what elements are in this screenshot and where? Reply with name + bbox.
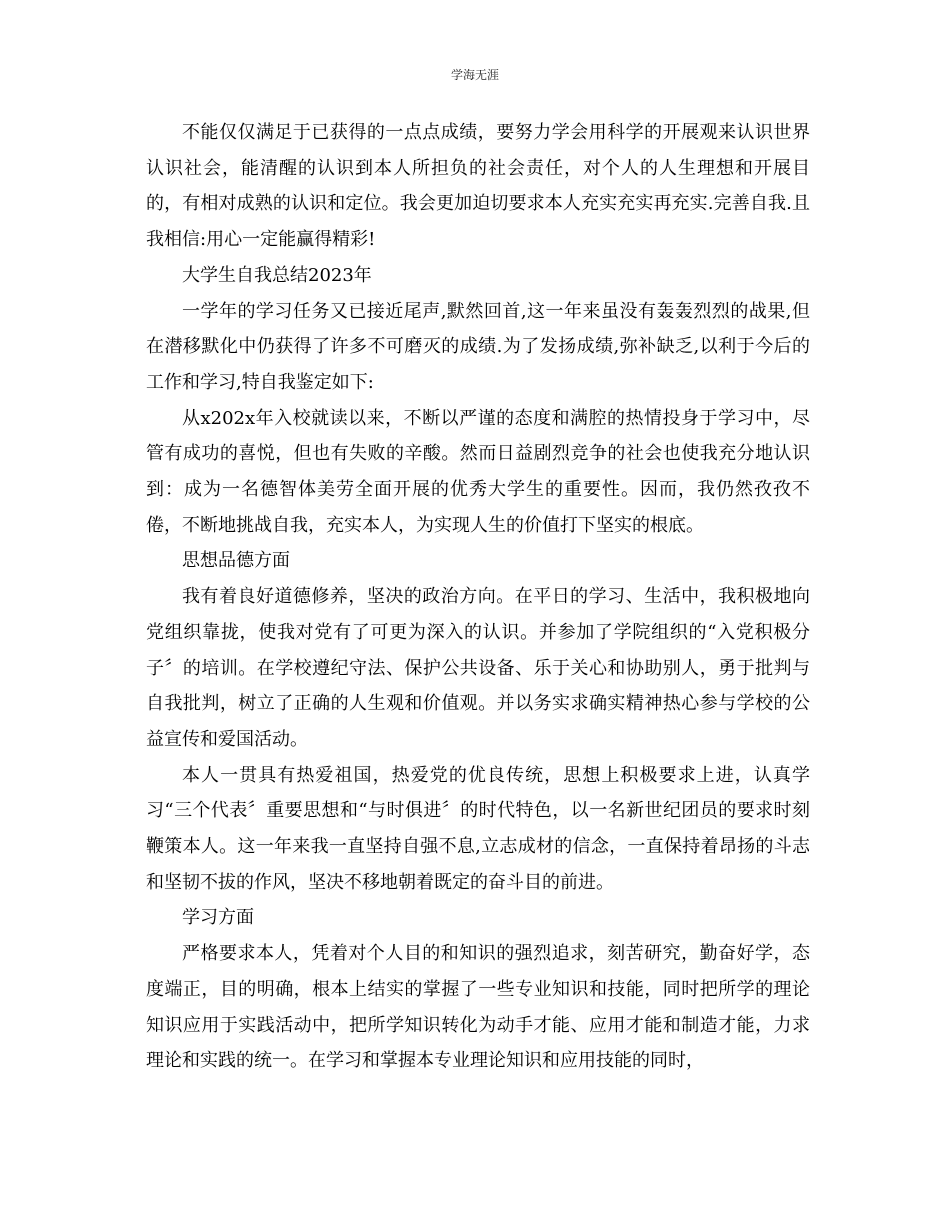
section-heading-morality: 思想品德方面 (182, 550, 290, 572)
section-heading-study: 学习方面 (182, 907, 254, 929)
paragraph-morality-1: 我有着良好道德修养，坚决的政治方向。在平日的学习、生活中，我积极地向党组织靠拢，使我对党有了可更为深入的认识。并参加了学院组织的“入党积极分子〞的培训。在学校遵纪守法、保护公共设备、乐于关心和协助别人，勇于批判与自我批判，树立了正确的人生观和价值观。并以务实求确实精神热心参与学校的公益宣传和爱国活动。 (146, 586, 810, 750)
page-header: 学海无涯 (450, 68, 499, 82)
paragraph-since-enrollment: 从x202x年入校就读以来，不断以严谨的态度和满腔的热情投身于学习中，尽管有成功的喜悦，但也有失败的辛酸。然而日益剧烈竞争的社会也使我充分地认识到：成为一名德智体美劳全面开展的优秀大学生的重要性。因而，我仍然孜孜不倦，不断地挑战自我，充实本人，为实现人生的价值打下坚实的根底。 (146, 407, 810, 536)
paragraph-study-1: 严格要求本人，凭着对个人目的和知识的强烈追求，刻苦研究，勤奋好学，态度端正，目的明确，根本上结实的掌握了一些专业知识和技能，同时把所学的理论知识应用于实践活动中，把所学知识转化为动手才能、应用才能和制造才能，力求理论和实践的统一。在学习和掌握本专业理论知识和应用技能的同时， (146, 943, 810, 1072)
paragraph-intro-conclusion: 不能仅仅满足于已获得的一点点成绩，要努力学会用科学的开展观来认识世界认识社会，能清醒的认识到本人所担负的社会责任，对个人的人生理想和开展目的，有相对成熟的认识和定位。我会更加迫切要求本人充实充实再充实.完善自我.且我相信:用心一定能赢得精彩! (146, 122, 810, 251)
paragraph-morality-2: 本人一贯具有热爱祖国，热爱党的优良传统，思想上积极要求上进，认真学习“三个代表〞重要思想和“与时俱进〞的时代特色，以一名新世纪团员的要求时刻鞭策本人。这一年来我一直坚持自强不息,立志成材的信念，一直保持着昂扬的斗志和坚韧不拔的作风，坚决不移地朝着既定的奋斗目的前进。 (146, 764, 810, 893)
document-body (146, 115, 810, 1079)
paragraph-year-review: 一学年的学习任务又已接近尾声,默然回首,这一年来虽没有轰轰烈烈的战果,但在潜移默化中仍获得了许多不可磨灭的成绩.为了发扬成绩,弥补缺乏,以利于今后的工作和学习,特自我鉴定如下: (146, 300, 810, 393)
section-title-summary: 大学生自我总结2023年 (182, 264, 372, 286)
